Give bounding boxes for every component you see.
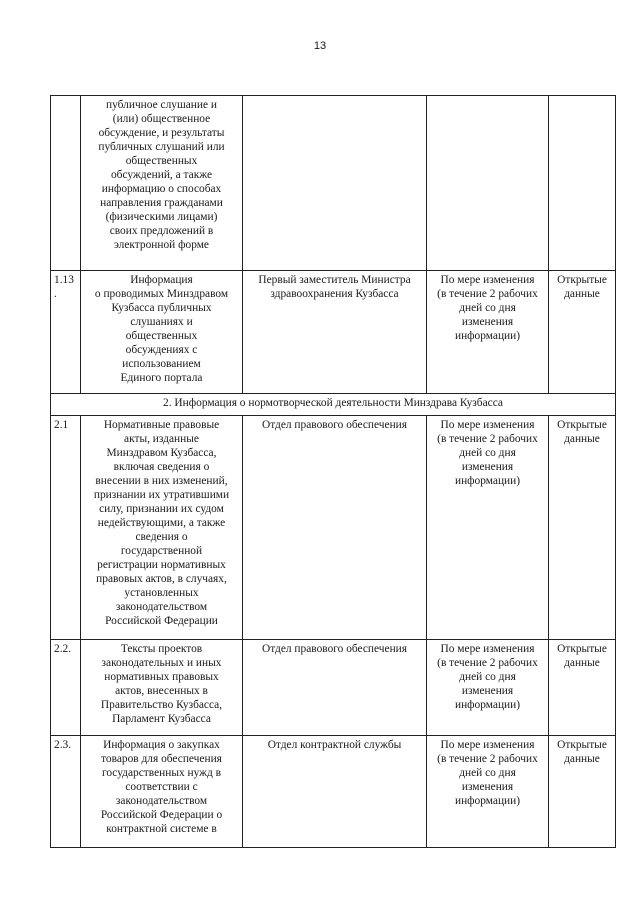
row-number: 1.13 . <box>51 271 81 394</box>
term-cell: По мере изменения (в течение 2 рабочих дней со дня изменения информации) <box>427 416 549 640</box>
table-row <box>51 736 616 848</box>
term-cell: По мере изменения (в течение 2 рабочих дней со дня изменения информации) <box>427 640 549 736</box>
section-heading: 2. Информация о нормотворческой деятельности Минздрава Кузбасса <box>51 394 616 416</box>
term-cell: По мере изменения (в течение 2 рабочих дней со дня изменения информации) <box>427 271 549 394</box>
section-row <box>51 394 616 416</box>
info-cell: Информация о проводимых Минздравом Кузбасса публичных слушаниях и общественных обсуждениях с использованием Единого портала <box>81 271 243 394</box>
table-row <box>51 416 616 640</box>
info-cell: Тексты проектов законодательных и иных нормативных правовых актов, внесенных в Правительство Кузбасса, Парламент Кузбасса <box>81 640 243 736</box>
term-cell <box>427 96 549 271</box>
responsible-cell: Первый заместитель Министра здравоохранения Кузбасса <box>243 271 427 394</box>
table-row <box>51 96 616 271</box>
responsible-cell <box>243 96 427 271</box>
access-cell <box>549 96 616 271</box>
term-cell: По мере изменения (в течение 2 рабочих дней со дня изменения информации) <box>427 736 549 848</box>
row-number: 2.2. <box>51 640 81 736</box>
table-row <box>51 640 616 736</box>
responsible-cell: Отдел правового обеспечения <box>243 416 427 640</box>
info-cell: Информация о закупках товаров для обеспечения государственных нужд в соответствии с законодательством Российской Федерации о контрактной системе в <box>81 736 243 848</box>
row-number: 2.3. <box>51 736 81 848</box>
access-cell: Открытые данные <box>549 640 616 736</box>
info-cell: Нормативные правовые акты, изданные Минздравом Кузбасса, включая сведения о внесении в них изменений, признании их утратившими силу, признании их судом недействующими, а также сведения о государственной регистрации нормативных правовых актов, в случаях, установленных законодательством Российской Федерации <box>81 416 243 640</box>
responsible-cell: Отдел контрактной службы <box>243 736 427 848</box>
information-table <box>50 95 616 848</box>
responsible-cell: Отдел правового обеспечения <box>243 640 427 736</box>
page-number: 13 <box>313 40 327 52</box>
access-cell: Открытые данные <box>549 736 616 848</box>
info-cell: публичное слушание и (или) общественное обсуждение, и результаты публичных слушаний или общественных обсуждений, а также информацию о способах направления гражданами (физическими лицами) своих предложений в электронной форме <box>81 96 243 271</box>
row-number <box>51 96 81 271</box>
access-cell: Открытые данные <box>549 271 616 394</box>
access-cell: Открытые данные <box>549 416 616 640</box>
row-number: 2.1 <box>51 416 81 640</box>
table-row <box>51 271 616 394</box>
